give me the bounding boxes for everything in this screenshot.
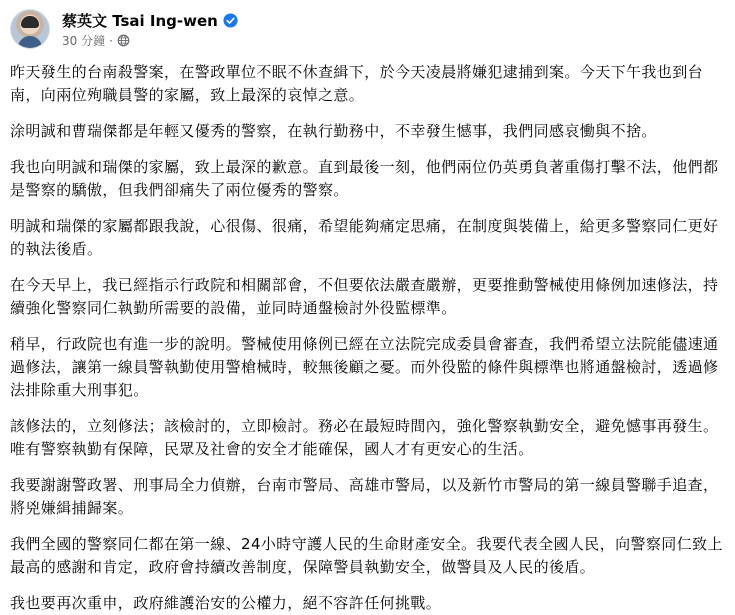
post-meta xyxy=(62,11,238,48)
globe-icon[interactable] xyxy=(117,34,130,47)
post-paragraph: 涂明誠和曹瑞傑都是年輕又優秀的警察，在執行勤務中，不幸發生憾事，我們同感哀慟與不捨。 xyxy=(10,122,657,140)
post-paragraph: 在今天早上，我已經指示行政院和相關部會，不但要依法嚴查嚴辦，更要推動警械使用條例加速修法，持續強化警察同仁執勤所需要的設備，並同時通盤檢討外役監標準。 xyxy=(10,276,719,317)
post-timestamp-link[interactable]: 30 分鐘 xyxy=(62,33,106,48)
post-paragraph: 該修法的，立刻修法；該檢討的，立即檢討。務必在最短時間內，強化警察執勤安全，避免憾事再發生。唯有警察執勤有保障，民眾及社會的安全才能確保，國人才有更安心的生活。 xyxy=(10,417,719,458)
post-paragraph: 我們全國的警察同仁都在第一線、24小時守護人民的生命財產安全。我要代表全國人民，向警察同仁致上最高的感謝和肯定，政府會持續改善制度，保障警員執勤安全，做警員及人民的後盾。 xyxy=(10,535,723,576)
author-name-link[interactable]: 蔡英文 Tsai Ing-wen xyxy=(62,12,218,30)
author-avatar[interactable] xyxy=(10,9,50,49)
post-paragraph: 昨天發生的台南殺警案，在警政單位不眠不休查緝下，於今天凌晨將嫌犯逮捕到案。今天下午我也到台南，向兩位殉職員警的家屬，致上最深的哀悼之意。 xyxy=(10,63,704,104)
post-body xyxy=(10,61,725,615)
post-paragraph: 我也要再次重申，政府維護治安的公權力，絕不容許任何挑戰。 xyxy=(10,594,442,612)
post-paragraph: 明誠和瑞傑的家屬都跟我說，心很傷、很痛，希望能夠痛定思痛，在制度與裝備上，給更多警察同仁更好的執法後盾。 xyxy=(10,217,719,258)
author-name-row xyxy=(62,11,238,31)
verified-badge-icon xyxy=(223,13,238,28)
meta-separator: · xyxy=(109,33,113,48)
post-header xyxy=(10,6,238,52)
post-paragraph: 我要謝謝警政署、刑事局全力偵辦，台南市警局、高雄市警局，以及新竹市警局的第一線員警聯手追查，將兇嫌緝捕歸案。 xyxy=(10,476,719,517)
post-paragraph: 稍早，行政院也有進一步的說明。警械使用條例已經在立法院完成委員會審查，我們希望立法院能儘速通過修法，讓第一線員警執勤使用警槍械時，較無後顧之憂。而外役監的條件與標準也將通盤檢討，透過修法排除重大刑事犯。 xyxy=(10,335,719,399)
post-time-row xyxy=(62,34,238,48)
post-paragraph: 我也向明誠和瑞傑的家屬，致上最深的歉意。直到最後一刻，他們兩位仍英勇負著重傷打擊不法，他們都是警察的驕傲，但我們卻痛失了兩位優秀的警察。 xyxy=(10,158,719,199)
